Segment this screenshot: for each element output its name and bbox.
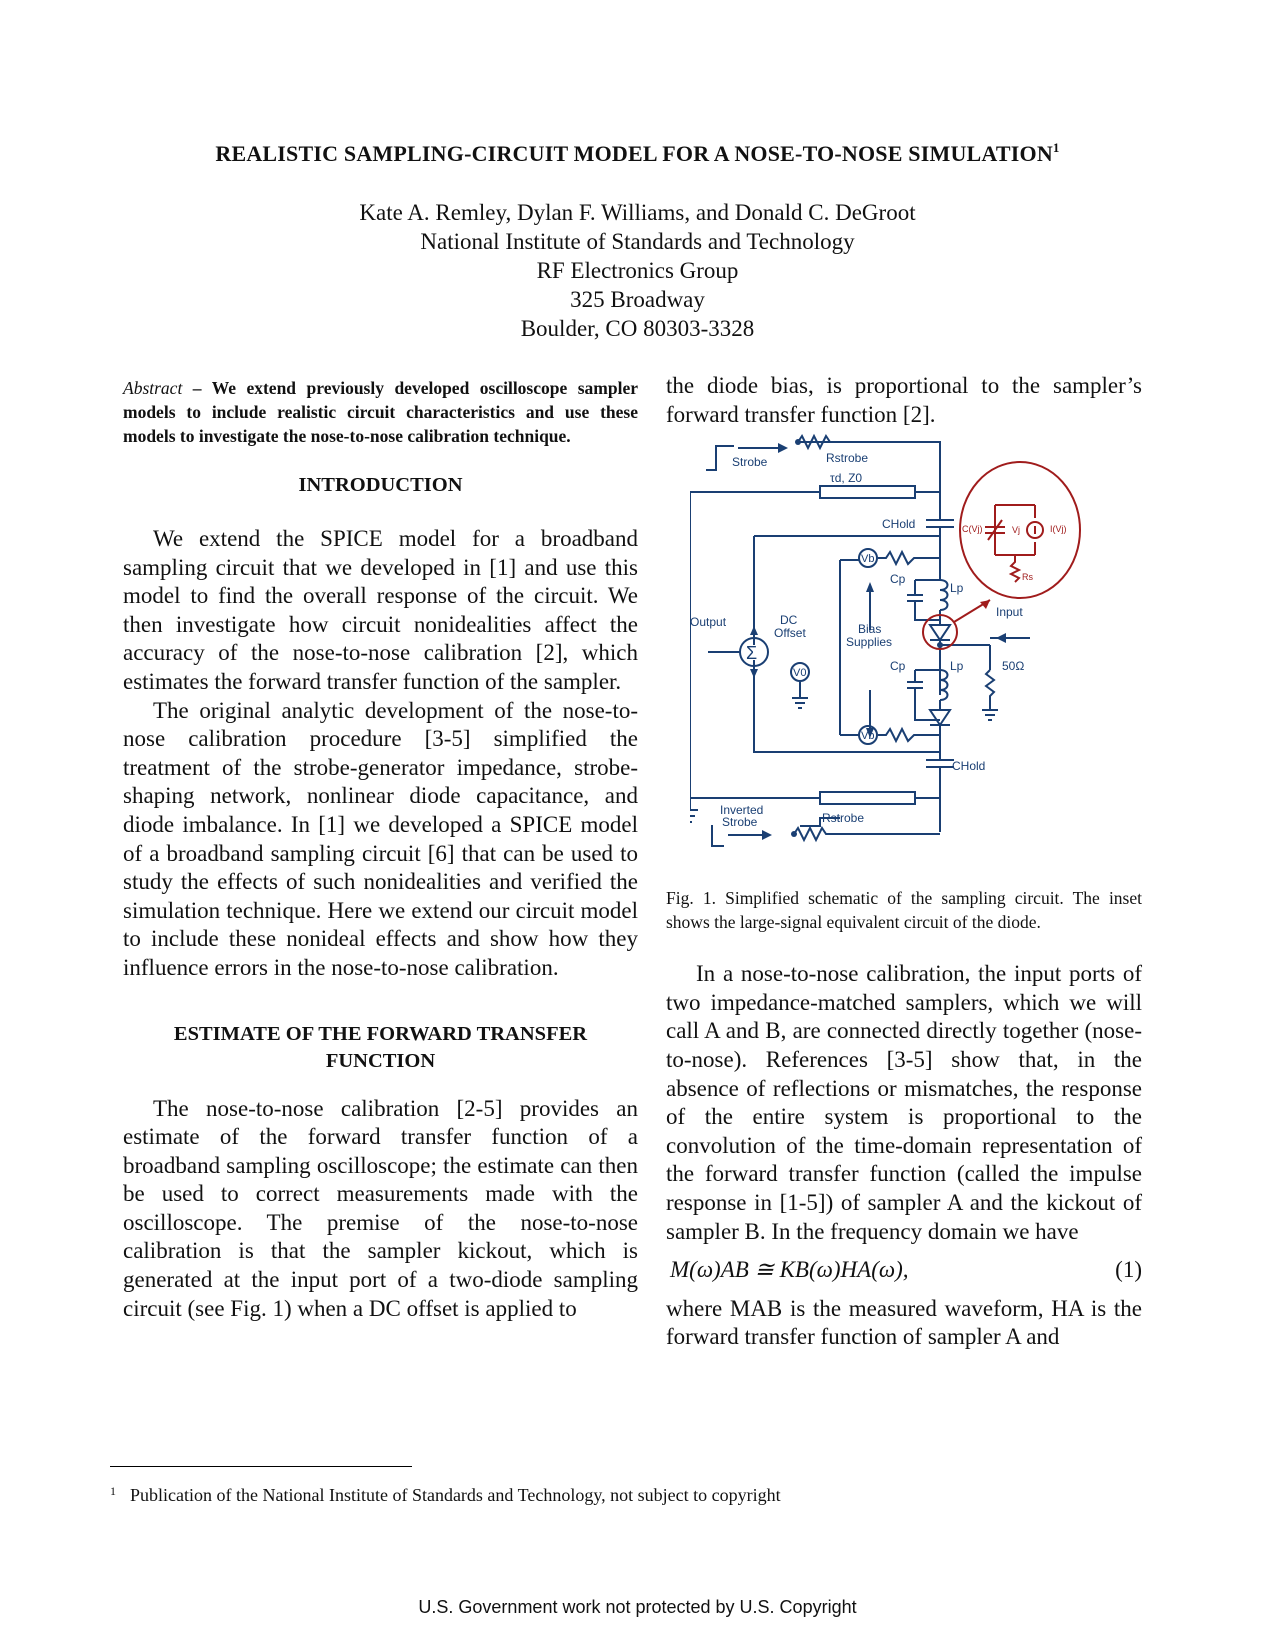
estimate-paragraph-1: The nose-to-nose calibration [2-5] provides an estimate of the forward transfer function of a broadband sampling oscilloscope; the estimate can then be used to correct measurements made with the oscilloscope. The premise of the nose-to-nose calibration is that the sampler kickout, which is generated at the input port of a two-diode sampling circuit (see Fig. 1) when a DC offset is applied to [123,1095,638,1321]
cvj-label: C(Vj) [962,524,983,534]
footnote-text: Publication of the National Institute of Standards and Technology, not subject to copyright [130,1485,781,1505]
lp-top-inductor [940,580,948,610]
right-paragraph-2: where MAB is the measured waveform, HA is the forward transfer function of sampler A and [666,1295,1142,1350]
intro-paragraph-2: The original analytic development of the nose-to-nose calibration procedure [3-5] simplified the treatment of the strobe-generator impedance, strobe-shaping network, nonlinear diode capacitance, and diode imbalance. In [1] we developed a SPICE model of a broadband sampling circuit [6] that can be used to study the effects of such nonidealities and verified the simulation technique. Here we extend our circuit model to include these nonideal effects and show how they influence errors in the nose-to-nose calibration. [123,697,638,980]
cp-bottom-capacitor [907,670,940,720]
sampling-circuit-schematic [690,430,1150,880]
title-footnote-mark: 1 [1052,140,1060,155]
chold-bottom-label: CHold [952,759,986,773]
footnote-mark: 1 [110,1484,116,1498]
equation-row [670,1256,1142,1285]
dc-offset-label-1: DC [780,613,798,627]
td-z0-label: τd, Z0 [830,471,863,485]
inverted-strobe-label-2: Strobe [722,815,758,829]
street-address: 325 Broadway [570,287,705,312]
transmission-line-top [820,486,915,498]
author-block [0,198,1275,343]
footnote-rule [110,1466,412,1467]
cp-bottom-label: Cp [890,659,906,673]
right-paragraph-0: the diode bias, is proportional to the sampler’s forward transfer function [2]. [666,373,1142,427]
estimate-heading: ESTIMATE OF THE FORWARD TRANSFER FUNCTION [173,1022,588,1072]
transmission-line-bottom [820,792,915,804]
r50-resistor [986,670,994,710]
sigma-label: Σ [746,643,758,663]
paper-title: REALISTIC SAMPLING-CIRCUIT MODEL FOR A NOSE-TO-NOSE SIMULATION$^1$ [215,140,1060,166]
page-footer: U.S. Government work not protected by U.S. Copyright [418,1597,857,1617]
inverted-strobe-label-1: Inverted [720,803,764,817]
dc-offset-label-2: Offset [774,626,806,640]
abstract-text: We extend previously developed oscilloscope sampler models to include realistic circuit characteristics and use these models to investigate the nose-to-nose calibration technique. [123,378,638,446]
r50-label: 50Ω [1002,659,1025,673]
equation: M(ω)AB ≅ KB(ω)HA(ω), [670,1257,909,1283]
abstract [123,376,638,448]
vj-label: Vj [1012,525,1021,535]
cp-top-label: Cp [890,572,906,586]
lp-bottom-inductor [940,670,948,700]
cp-top-capacitor [907,580,940,620]
intro-heading: INTRODUCTION [298,474,463,496]
input-label: Input [996,605,1023,619]
figure-caption: Fig. 1. Simplified schematic of the sampling circuit. The inset shows the large-signal equivalent circuit of the diode. [666,888,1142,933]
strobe-pulse-icon [706,446,734,470]
v0-label: V0 [793,667,807,679]
lp-bottom-label: Lp [950,659,964,673]
city-address: Boulder, CO 80303-3328 [520,316,755,341]
vb-bottom-label: Vb [861,730,875,742]
bias-label-2: Supplies [846,635,893,649]
rs-label: Rs [1022,572,1033,582]
rstrobe-label: Rstrobe [826,451,869,465]
ivj-label: I(Vj) [1050,524,1067,534]
equation-number: (1) [1115,1257,1142,1283]
chold-top-label: CHold [882,517,916,531]
intro-paragraph-1: We extend the SPICE model for a broadband sampling circuit that we developed in [1] and use this model to find the overall response of the circuit. We then investigate how circuit nonidealities affect the accuracy of the nose-to-nose calibration [2], which estimates the forward transfer function of the sampler. [123,526,638,694]
chold-top-capacitor [926,520,954,527]
abstract-dash: – [182,378,212,398]
affiliation: National Institute of Standards and Technology [420,229,855,254]
diode-bottom [930,710,950,725]
strobe-label: Strobe [732,455,768,469]
right-paragraph-1: In a nose-to-nose calibration, the input ports of two impedance-matched samplers, which we will call A and B, are connected directly together (nose-to-nose). References [3-5] show that, in the absence of reflections or mismatches, the response of the entire system is proportional to the convolution of the time-domain representation of the forward transfer function (called the impulse response in [1-5]) of sampler A and the kickout of sampler B. In the frequency domain we have [666,961,1142,1244]
output-label: Output [690,615,727,629]
chold-bottom-capacitor [926,760,954,767]
diode-top [930,625,950,640]
abstract-lead: Abstract [123,378,183,398]
left-column [123,376,638,1323]
rstrobe-bottom-resistor [794,828,940,840]
footnote [110,1484,781,1506]
vb-top-label: Vb [861,553,875,565]
author-names: Kate A. Remley, Dylan F. Williams, and Donald C. DeGroot [359,200,916,225]
lp-top-label: Lp [950,581,964,595]
rstrobe-bottom-label: Rstrobe [822,811,865,825]
group: RF Electronics Group [536,258,739,283]
bias-label-1: Bias [858,622,882,636]
